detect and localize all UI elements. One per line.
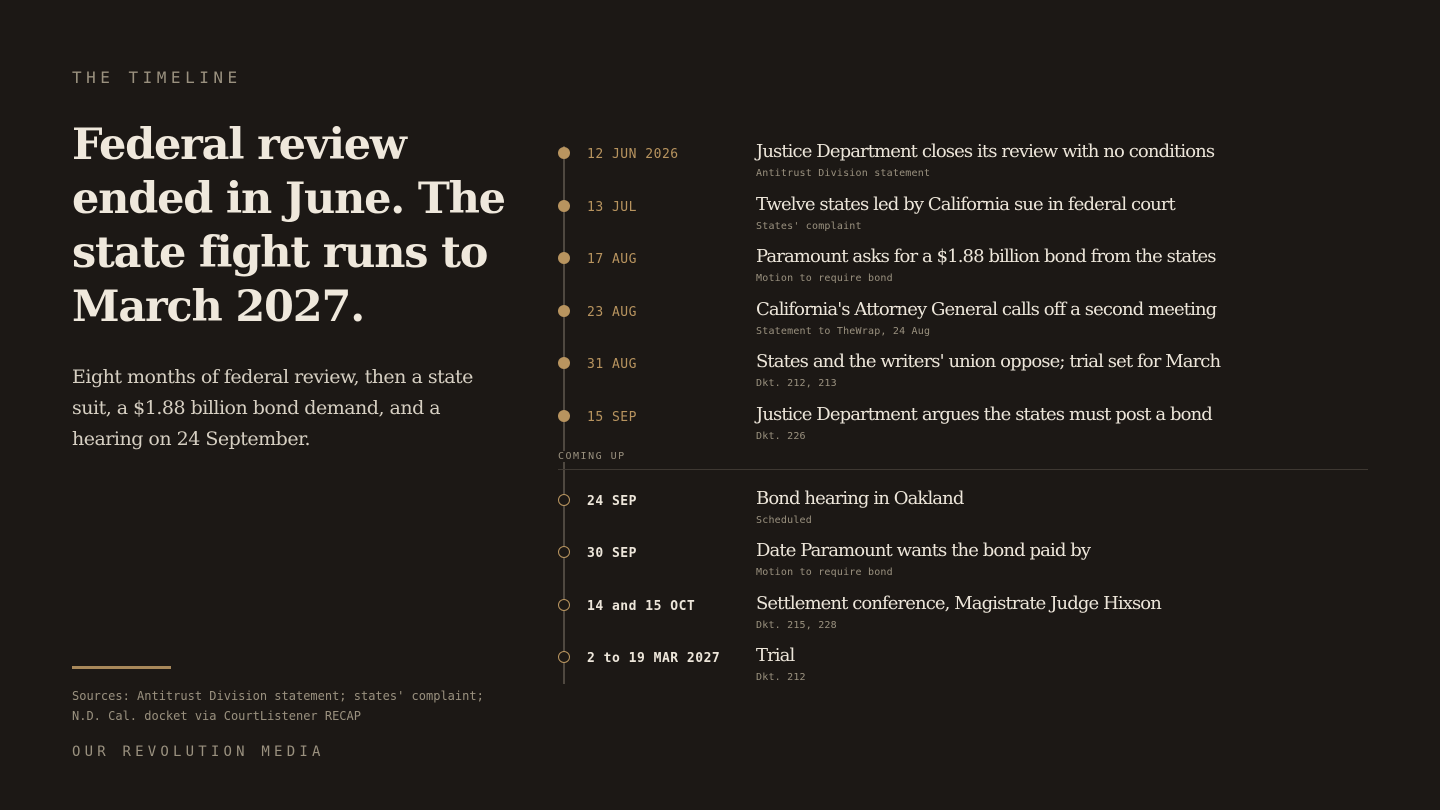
- headline: Federal review ended in June. The state fight runs to March 2027.: [72, 120, 505, 332]
- event-source: Dkt. 215, 228: [756, 620, 837, 631]
- event-title: Justice Department argues the states must post a bond: [756, 404, 1212, 425]
- event-date: 2 to 19 MAR 2027: [587, 651, 721, 666]
- event-title: Trial: [756, 645, 795, 666]
- timeline-event: [548, 135, 1368, 185]
- upcoming-event-dot: [558, 599, 570, 611]
- event-source: Antitrust Division statement: [756, 168, 931, 179]
- event-date: 24 SEP: [587, 494, 637, 509]
- past-event-dot: [558, 357, 570, 369]
- event-date: 12 JUN 2026: [587, 147, 679, 162]
- event-date: 30 SEP: [587, 546, 637, 561]
- event-date: 23 AUG: [587, 305, 637, 320]
- timeline-event: [548, 240, 1368, 290]
- kicker: THE TIMELINE: [72, 68, 242, 87]
- accent-rule: [72, 666, 171, 669]
- timeline-event-upcoming: [548, 482, 1368, 532]
- timeline-event: [548, 398, 1368, 448]
- event-title: Twelve states led by California sue in federal court: [756, 194, 1175, 215]
- timeline: [548, 130, 1368, 690]
- coming-up-divider: [558, 469, 1368, 470]
- upcoming-event-dot: [558, 651, 570, 663]
- timeline-event-upcoming: [548, 639, 1368, 689]
- event-date: 14 and 15 OCT: [587, 599, 696, 614]
- past-event-dot: [558, 410, 570, 422]
- timeline-event-upcoming: [548, 534, 1368, 584]
- timeline-event: [548, 345, 1368, 395]
- upcoming-event-dot: [558, 494, 570, 506]
- timeline-event: [548, 293, 1368, 343]
- event-title: Date Paramount wants the bond paid by: [756, 540, 1091, 561]
- event-date: 15 SEP: [587, 410, 637, 425]
- event-date: 31 AUG: [587, 357, 637, 372]
- dek: Eight months of federal review, then a state suit, a $1.88 billion bond demand, and a hearing on 24 September.: [72, 366, 473, 450]
- timeline-event-upcoming: [548, 587, 1368, 637]
- event-source: Statement to TheWrap, 24 Aug: [756, 326, 931, 337]
- event-source: States' complaint: [756, 221, 862, 232]
- coming-up-label: COMING UP: [558, 451, 630, 462]
- event-title: Bond hearing in Oakland: [756, 488, 964, 509]
- event-title: Settlement conference, Magistrate Judge Hixson: [756, 593, 1161, 614]
- event-date: 13 JUL: [587, 200, 637, 215]
- event-source: Scheduled: [756, 515, 812, 526]
- event-source: Motion to require bond: [756, 567, 893, 578]
- event-source: Dkt. 212: [756, 672, 806, 683]
- event-title: Paramount asks for a $1.88 billion bond from the states: [756, 246, 1216, 267]
- past-event-dot: [558, 305, 570, 317]
- upcoming-event-dot: [558, 546, 570, 558]
- timeline-event: [548, 188, 1368, 238]
- sources-note: Sources: Antitrust Division statement; states' complaint; N.D. Cal. docket via CourtListener RECAP: [72, 689, 484, 723]
- event-source: Dkt. 212, 213: [756, 378, 837, 389]
- event-source: Motion to require bond: [756, 273, 893, 284]
- event-date: 17 AUG: [587, 252, 637, 267]
- event-title: States and the writers' union oppose; trial set for March: [756, 351, 1221, 372]
- event-title: California's Attorney General calls off a second meeting: [756, 299, 1217, 320]
- event-source: Dkt. 226: [756, 431, 806, 442]
- brand-wordmark: OUR REVOLUTION MEDIA: [72, 744, 325, 760]
- past-event-dot: [558, 200, 570, 212]
- past-event-dot: [558, 147, 570, 159]
- past-event-dot: [558, 252, 570, 264]
- event-title: Justice Department closes its review with no conditions: [756, 141, 1215, 162]
